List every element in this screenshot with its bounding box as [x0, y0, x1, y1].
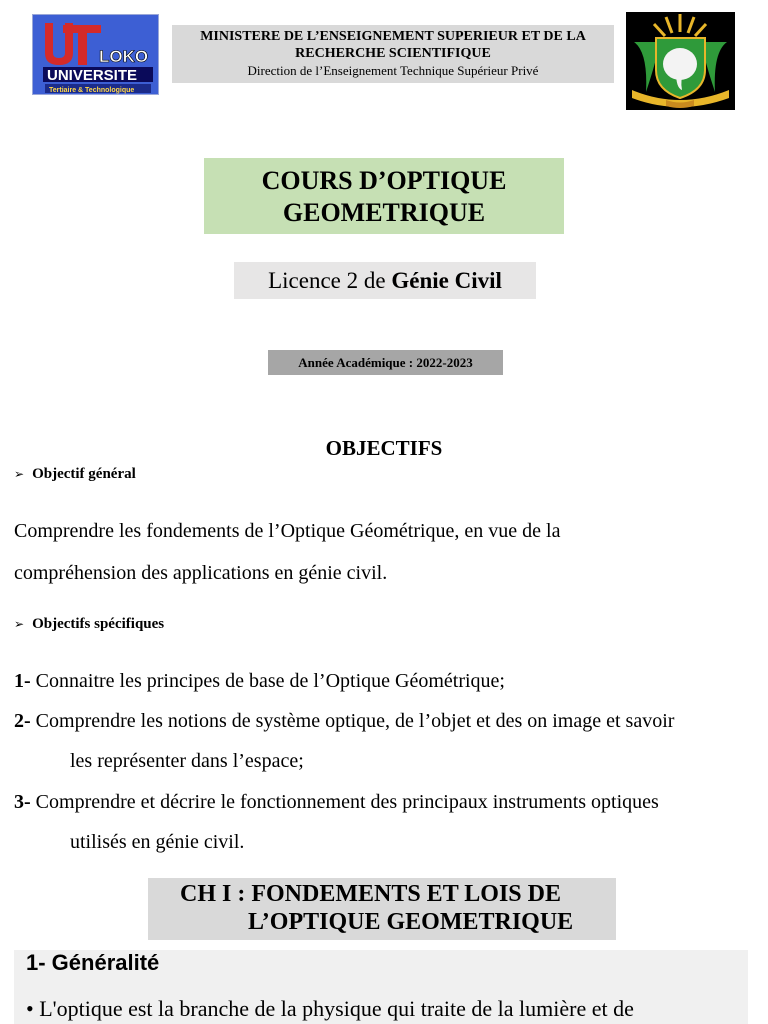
licence-label: [234, 262, 536, 299]
course-title-line-1: COURS D’OPTIQUE: [261, 166, 507, 195]
chapter-title: [148, 878, 616, 940]
arrow-bullet-icon: ➢: [14, 467, 25, 481]
general-objective-heading: [14, 466, 136, 483]
specific-objective-1: [14, 670, 505, 693]
svg-text:UNIVERSITE: UNIVERSITE: [47, 67, 138, 84]
general-objective-text-1: Comprendre les fondements de l’Optique Géométrique, en vue de la: [14, 520, 561, 542]
chapter-title-line-2: L’OPTIQUE GEOMETRIQUE: [248, 909, 574, 935]
specific-objectives-label: Objectifs spécifiques: [32, 616, 165, 632]
list-text: Connaitre les principes de base de l’Optique Géométrique;: [30, 670, 505, 692]
academic-year: Année Académique : 2022-2023: [268, 350, 503, 375]
objectives-heading: OBJECTIFS: [325, 436, 443, 460]
list-number: 2-: [14, 710, 31, 732]
coat-of-arms-emblem: [626, 12, 735, 110]
specific-objective-3: [14, 791, 659, 814]
list-text: Comprendre et décrire le fonctionnement des principaux instruments optiques: [30, 791, 659, 813]
list-text: Comprendre les notions de système optique, de l’objet et des on image et savoir: [30, 710, 675, 732]
section-heading: 1- Généralité: [26, 950, 160, 975]
section-bullet-text: • L'optique est la branche de la physique qui traite de la lumière et de: [26, 996, 634, 1021]
licence-field: Génie Civil: [391, 268, 502, 293]
specific-objective-2: [14, 710, 674, 733]
specific-objectives-heading: [14, 616, 164, 633]
specific-objective-2-continued: les représenter dans l’espace;: [70, 750, 304, 772]
course-title: [204, 158, 564, 234]
general-objective-label: Objectif général: [32, 466, 136, 482]
chapter-title-line-1: CH I : FONDEMENTS ET LOIS DE: [180, 881, 561, 907]
svg-text:Tertiaire & Technologique: Tertiaire & Technologique: [49, 87, 135, 94]
ministry-line-2: RECHERCHE SCIENTIFIQUE: [295, 46, 491, 61]
ministry-header: [172, 25, 614, 83]
direction-line: Direction de l’Enseignement Technique Supérieur Privé: [247, 63, 539, 78]
licence-prefix: Licence 2 de: [268, 268, 392, 293]
specific-objective-3-continued: utilisés en génie civil.: [70, 831, 245, 853]
svg-text:LOKO: LOKO: [99, 47, 149, 66]
general-objective-text-2: compréhension des applications en génie civil.: [14, 562, 388, 584]
course-title-line-2: GEOMETRIQUE: [282, 198, 486, 227]
ministry-line-1: MINISTERE DE L’ENSEIGNEMENT SUPERIEUR ET DE LA: [200, 29, 586, 44]
loko-universite-logo: [32, 14, 159, 95]
list-number: 1-: [14, 670, 31, 692]
arrow-bullet-icon: ➢: [14, 617, 25, 631]
list-number: 3-: [14, 791, 31, 813]
